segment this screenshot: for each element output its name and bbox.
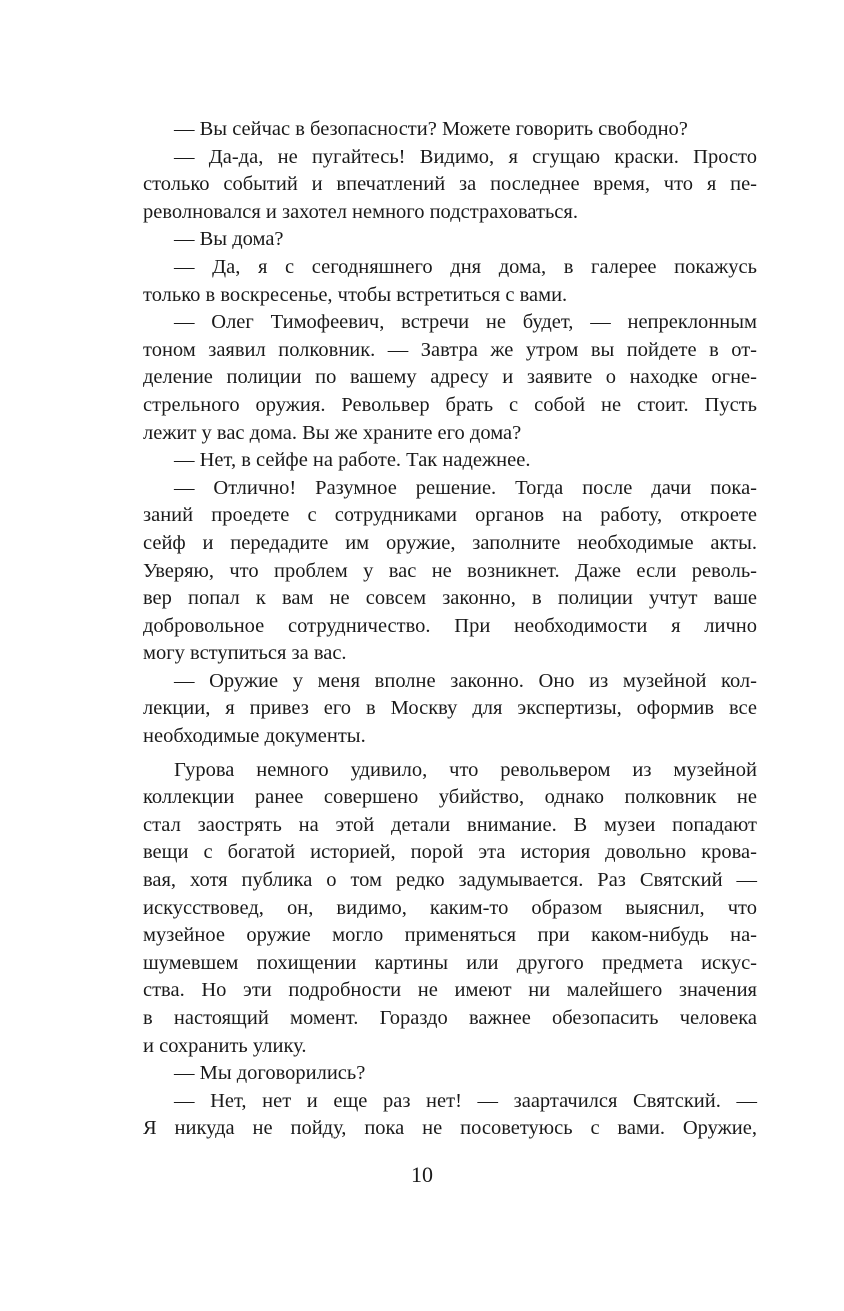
text-line: искусствовед, он, видимо, каким-то образом выяснил, что bbox=[143, 896, 757, 919]
text-line: сейф и передадите им оружие, заполните необходимые акты. bbox=[143, 531, 757, 554]
text-line: деление полиции по вашему адресу и заявите о находке огне- bbox=[143, 366, 757, 389]
text-line: могу вступиться за вас. bbox=[143, 642, 347, 665]
text-line: заний проедете с сотрудниками органов на работу, откроете bbox=[143, 504, 757, 527]
text-line: — Да, я с сегодняшнего дня дома, в галерее покажусь bbox=[174, 255, 757, 278]
text-line: музейное оружие могло применяться при каком-нибудь на- bbox=[143, 924, 757, 947]
text-line: вещи с богатой историей, порой эта история довольно крова- bbox=[143, 841, 757, 864]
text-line: столько событий и впечатлений за последнее время, что я пе- bbox=[143, 173, 757, 196]
text-line: в настоящий момент. Гораздо важнее обезопасить человека bbox=[143, 1007, 757, 1029]
text-line: — Отлично! Разумное решение. Тогда после дачи пока- bbox=[174, 476, 757, 499]
text-line: — Да-да, не пугайтесь! Видимо, я сгущаю краски. Просто bbox=[174, 145, 757, 168]
text-line: стал заострять на этой детали внимание. В музеи попадают bbox=[143, 813, 757, 836]
text-line: — Нет, в сейфе на работе. Так надежнее. bbox=[174, 449, 531, 472]
text-line: только в воскресенье, чтобы встретиться с вами. bbox=[143, 283, 568, 306]
text-line: шумевшем похищении картины или другого предмета искус- bbox=[143, 951, 757, 974]
text-line: ства. Но эти подробности не имеют ни малейшего значения bbox=[143, 979, 757, 1002]
page-number: 10 bbox=[411, 1162, 433, 1187]
text-line: и сохранить улику. bbox=[143, 1034, 307, 1057]
text-line: лекции, я привез его в Москву для экспертизы, оформив все bbox=[143, 697, 757, 720]
text-line: Гурова немного удивило, что револьвером из музейной bbox=[174, 758, 757, 781]
text-line: стрельного оружия. Револьвер брать с собой не стоит. Пусть bbox=[143, 393, 757, 416]
text-line: — Оружие у меня вполне законно. Оно из музейной кол- bbox=[174, 669, 757, 692]
book-page-text bbox=[143, 116, 757, 1143]
text-line: — Мы договорились? bbox=[174, 1062, 366, 1085]
text-line: необходимые документы. bbox=[143, 725, 366, 748]
text-line: вая, хотя публика о том редко задумывается. Раз Святский — bbox=[143, 869, 757, 892]
text-line: револновался и захотел немного подстраховаться. bbox=[143, 200, 578, 223]
text-line: лежит у вас дома. Вы же храните его дома? bbox=[143, 421, 522, 444]
text-line: коллекции ранее совершено убийство, однако полковник не bbox=[143, 786, 757, 809]
text-line: — Вы сейчас в безопасности? Можете говорить свободно? bbox=[174, 118, 688, 140]
text-line: вер попал к вам не совсем законно, в полиции учтут ваше bbox=[143, 587, 757, 610]
text-line: добровольное сотрудничество. При необходимости я лично bbox=[143, 614, 757, 637]
text-line: Я никуда не пойду, пока не посоветуюсь с вами. Оружие, bbox=[143, 1117, 757, 1140]
text-line: Уверяю, что проблем у вас не возникнет. Даже если револь- bbox=[143, 559, 757, 582]
text-line: — Вы дома? bbox=[174, 228, 284, 251]
text-line: — Олег Тимофеевич, встречи не будет, — непреклонным bbox=[174, 311, 757, 334]
text-line: — Нет, нет и еще раз нет! — заартачился Святский. — bbox=[174, 1089, 757, 1112]
text-line: тоном заявил полковник. — Завтра же утром вы пойдете в от- bbox=[143, 338, 757, 361]
